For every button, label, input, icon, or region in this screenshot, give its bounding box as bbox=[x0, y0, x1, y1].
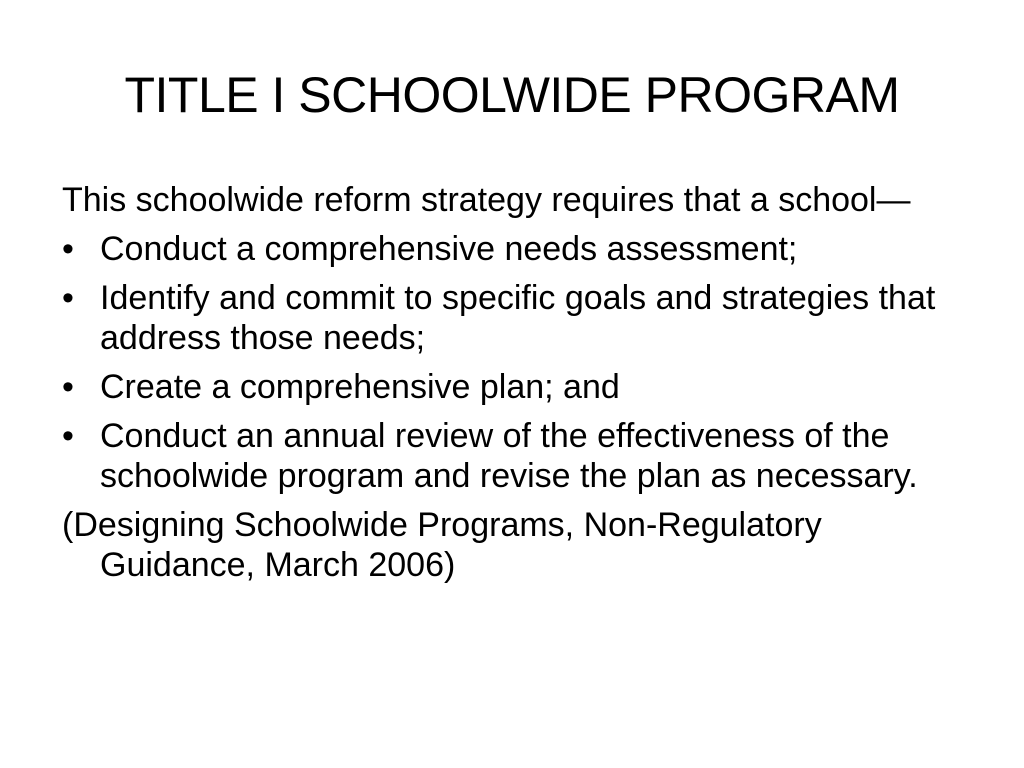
slide-title: TITLE I SCHOOLWIDE PROGRAM bbox=[124, 67, 900, 123]
bullet-text: Create a comprehensive plan; and bbox=[100, 368, 620, 406]
bullet-icon: • bbox=[62, 417, 74, 455]
citation-text: (Designing Schoolwide Programs, Non-Regulatory Guidance, March 2006) bbox=[62, 506, 822, 584]
bullet-icon: • bbox=[62, 230, 74, 268]
bullet-item bbox=[62, 229, 982, 269]
intro-text: This schoolwide reform strategy requires that a school— bbox=[62, 181, 911, 219]
bullet-item bbox=[62, 416, 982, 496]
bullet-text: Conduct an annual review of the effectiveness of the schoolwide program and revise the plan as necessary. bbox=[100, 417, 918, 495]
slide-body bbox=[62, 180, 982, 585]
bullet-item bbox=[62, 367, 982, 407]
bullet-text: Conduct a comprehensive needs assessment; bbox=[100, 230, 798, 268]
bullet-icon: • bbox=[62, 368, 74, 406]
bullet-icon: • bbox=[62, 279, 74, 317]
bullet-text: Identify and commit to specific goals and strategies that address those needs; bbox=[100, 279, 936, 357]
bullet-item bbox=[62, 278, 982, 358]
bullet-list bbox=[62, 229, 982, 496]
